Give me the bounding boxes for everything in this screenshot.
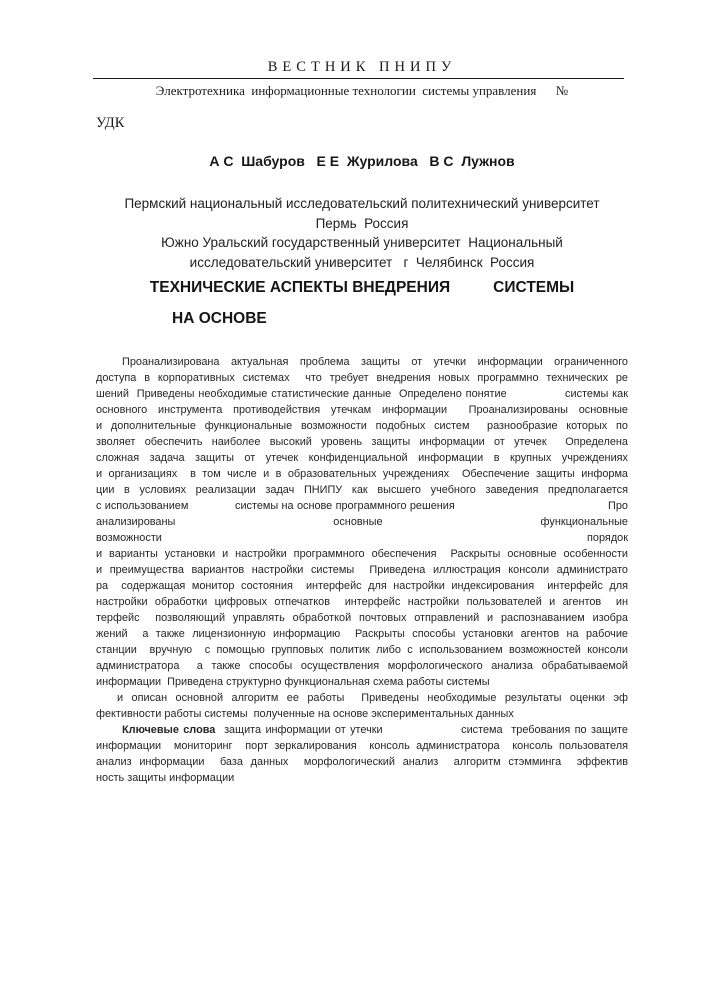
text-line: администратора а также способы осуществления морфологического анализа обрабатываемой <box>96 660 628 672</box>
text-line: ра содержащая монитор состояния интерфейс для настройки индексирования интерфейс для <box>96 580 628 592</box>
text-line: исследовательский университет г Челябинск Россия <box>189 254 535 270</box>
text-line: информации Приведена структурно функциональная схема работы системы <box>96 676 490 688</box>
keywords-paragraph <box>96 722 628 786</box>
text-line: Южно Уральский государственный университет Национальный <box>161 235 563 250</box>
text-line: основного инструмента противодействия утечкам информации Проанализированы основные <box>96 404 628 416</box>
text-line: анализ информации база данных морфологический анализ алгоритм стэмминга эффектив <box>96 756 628 768</box>
text-line: Проанализирована актуальная проблема защиты от утечки информации ограниченного <box>122 356 628 368</box>
text-line: жений а также лицензионную информацию Раскрыты способы установки агентов на рабочие <box>96 628 628 640</box>
text-line: ции в условиях реализации задач ПНИПУ как высшего учебного заведения предполагается <box>96 484 628 496</box>
abstract-paragraph-1 <box>96 354 628 690</box>
keywords-continuation <box>96 738 628 786</box>
text-line: и описан основной алгоритм ее работы Приведены необходимые результаты оценки эф <box>117 692 628 704</box>
text-line: ность защиты информации <box>96 772 235 784</box>
header-divider <box>93 78 624 79</box>
text-line: и варианты установки и настройки программного обеспечения Раскрыты основные особенности <box>96 548 628 560</box>
text-line: Пермский национальный исследовательский политехнический университет <box>124 196 600 211</box>
text-line: и дополнительные функциональные возможности подобных систем разнообразие которых по <box>96 420 628 432</box>
journal-subtitle: Электротехника информационные технологии системы управления № <box>155 83 569 98</box>
text-line: Пермь Россия <box>315 215 409 231</box>
journal-header-title: ВЕСТНИК ПНИПУ <box>267 59 457 75</box>
udc-label: УДК <box>96 115 125 131</box>
text-line: терфейс позволяющий управлять обработкой почтовых отправлений и распознаванием изобра <box>96 612 628 624</box>
text-line: фективности работы системы полученные на основе экспериментальных данных <box>96 708 514 720</box>
text-line: информации мониторинг порт зеркалирования консоль администратора консоль пользователя <box>96 740 628 752</box>
text-line: доступа в корпоративных системах что требует внедрения новых программно технических ре <box>96 372 628 384</box>
text-line: анализированы основные функциональные возможности порядок <box>96 516 628 544</box>
text-line: настройки обработки цифровых отпечатков интерфейс настройки пользователей и агентов ин <box>96 596 628 608</box>
authors-line: А С Шабуров Е Е Журилова В С Лужнов <box>209 153 515 169</box>
text-line: и организациях в том числе и в образовательных учреждениях Обеспечение защиты информа <box>96 468 628 480</box>
text-line: с использованием системы на основе программного решения Про <box>96 500 628 512</box>
text-line: сложная задача защиты от утечек конфиденциальной информации в крупных учреждениях <box>96 452 628 464</box>
keywords-label: Ключевые слова <box>122 724 216 736</box>
text-line: и преимущества вариантов настройки системы Приведена иллюстрация консоли администрато <box>96 564 628 576</box>
abstract <box>96 354 628 786</box>
article-title-line1: ТЕХНИЧЕСКИЕ АСПЕКТЫ ВНЕДРЕНИЯ СИСТЕМЫ <box>149 279 575 296</box>
article-title-line2: НА ОСНОВЕ <box>172 310 267 327</box>
text-line: зволяет обеспечить наиболее высокий уровень защиты информации от утечек Определена <box>96 436 628 448</box>
affiliations <box>96 194 628 272</box>
keywords-first-line-text: защита информации от утечки система требования по защите <box>215 724 628 736</box>
text-line: шений Приведены необходимые статистические данные Определено понятие системы как <box>96 388 628 400</box>
abstract-paragraph-2 <box>96 690 628 722</box>
text-line: станции вручную с помощью групповых политик либо с использованием возможностей консоли <box>96 644 628 656</box>
keywords-first-line <box>96 722 628 738</box>
